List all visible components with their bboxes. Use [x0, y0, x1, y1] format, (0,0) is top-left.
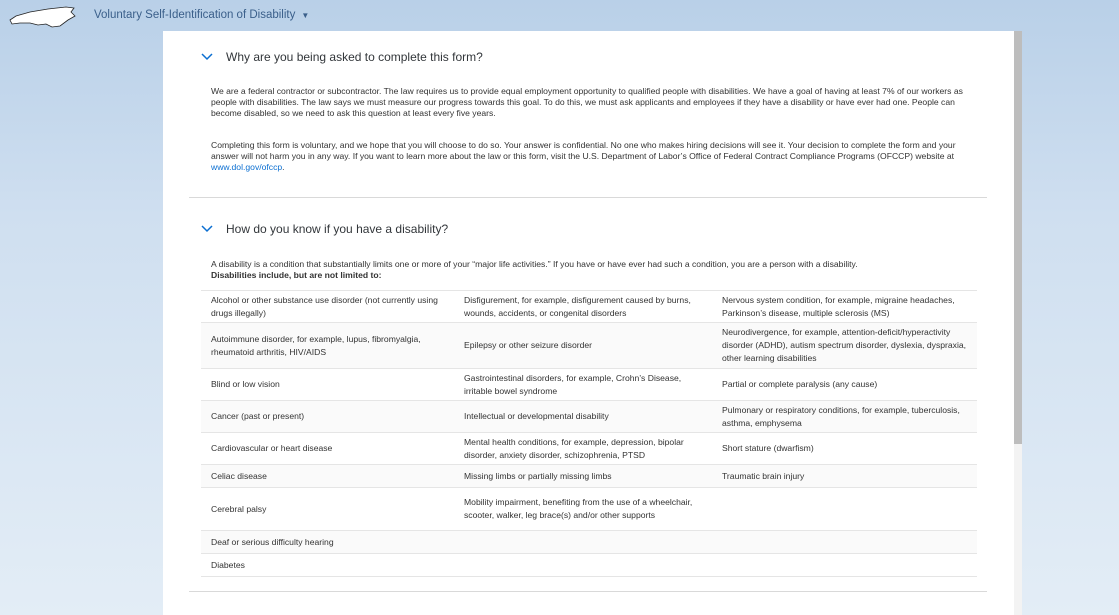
scrollbar[interactable]: [1014, 31, 1022, 615]
section-how-title: How do you know if you have a disability?: [226, 222, 449, 236]
table-row: [201, 488, 977, 531]
table-cell: [712, 506, 977, 512]
table-cell: Short stature (dwarfism): [722, 443, 814, 454]
section-why-paragraph-2: [211, 140, 966, 172]
table-cell: Missing limbs or partially missing limbs: [464, 470, 612, 481]
north-carolina-outline-logo[interactable]: [8, 4, 78, 30]
table-row: [201, 401, 977, 433]
table-cell: Traumatic brain injury: [722, 470, 805, 481]
paragraph-2-text: Completing this form is voluntary, and we hope that you will choose to do so. Your answer is confidential. No one who makes hiring decisions will see it. Your decision to complete the form and your answer will not harm you in any way. If you want to learn more about the law or this form, visit the U.S. Department of Labor’s Office of Federal Contract Compliance Programs (OFCCP) website at: [211, 140, 956, 161]
table-row: [201, 369, 977, 401]
section-how-header[interactable]: [201, 222, 448, 236]
disabilities-table: [201, 290, 977, 577]
section-divider: [189, 591, 987, 592]
section-why-title: Why are you being asked to complete this form?: [226, 50, 483, 64]
table-cell: Intellectual or developmental disability: [464, 411, 609, 422]
table-row: [201, 531, 977, 554]
table-cell: Cancer (past or present): [211, 411, 305, 422]
paragraph-2-end: .: [282, 161, 285, 172]
chevron-down-icon: [201, 52, 213, 62]
table-row: [201, 323, 977, 369]
top-bar: [0, 0, 1119, 33]
caret-down-icon: ▼: [301, 10, 310, 20]
ofccp-link[interactable]: www.dol.gov/ofccp: [211, 161, 283, 172]
table-cell: Alcohol or other substance use disorder (not currently using drugs illegally): [211, 294, 438, 318]
table-cell: Cerebral palsy: [211, 503, 267, 514]
table-row: [201, 291, 977, 323]
table-cell: Nervous system condition, for example, migraine headaches, Parkinson’s disease, multiple sclerosis (MS): [722, 294, 955, 318]
table-cell: [712, 562, 977, 568]
table-cell: Blind or low vision: [211, 379, 280, 390]
section-why-paragraph-1: We are a federal contractor or subcontractor. The law requires us to provide equal employment opportunity to qualified people with disabilities. We have a goal of having at least 7% of our workers as people with disabilities. The law says we must measure our progress towards this goal. To do this, we must ask applicants and employees if they have a disability or have ever had one. People can become disabled, so we need to ask this question at least every five years.: [211, 86, 963, 118]
table-cell: [454, 539, 712, 545]
table-cell: Deaf or serious difficulty hearing: [211, 536, 334, 547]
chevron-down-icon: [201, 224, 213, 234]
table-cell: [712, 539, 977, 545]
section-divider: [189, 197, 987, 198]
intro-bold-text: Disabilities include, but are not limited to:: [211, 269, 382, 280]
table-cell: Pulmonary or respiratory conditions, for example, tuberculosis, asthma, emphysema: [722, 404, 960, 428]
table-row: [201, 465, 977, 488]
table-cell: Autoimmune disorder, for example, lupus, fibromyalgia, rheumatoid arthritis, HIV/AIDS: [211, 333, 421, 357]
scrollbar-thumb[interactable]: [1014, 31, 1022, 444]
section-how-intro: [211, 259, 966, 281]
table-row: [201, 554, 977, 577]
table-row: [201, 433, 977, 465]
table-cell: Gastrointestinal disorders, for example, Crohn’s Disease, irritable bowel syndrome: [464, 372, 682, 396]
table-cell: Epilepsy or other seizure disorder: [464, 340, 593, 351]
table-cell: Cardiovascular or heart disease: [211, 443, 333, 454]
intro-text: A disability is a condition that substantially limits one or more of your “major life activities.” If you have or have ever had such a condition, you are a person with a disability.: [211, 259, 858, 269]
table-cell: Celiac disease: [211, 470, 267, 481]
table-cell: Disfigurement, for example, disfigurement caused by burns, wounds, accidents, or congenital disorders: [464, 294, 691, 318]
section-why-header[interactable]: [201, 50, 483, 64]
table-cell: Mental health conditions, for example, depression, bipolar disorder, anxiety disorder, schizophrenia, PTSD: [464, 436, 684, 460]
app-title: Voluntary Self-Identification of Disability: [94, 9, 296, 21]
app-title-dropdown[interactable]: [94, 9, 309, 21]
table-cell: Neurodivergence, for example, attention-deficit/hyperactivity disorder (ADHD), autism spectrum disorder, dyslexia, dyspraxia, other learning disabilities: [722, 327, 967, 363]
form-panel: [163, 31, 1016, 615]
table-cell: [454, 562, 712, 568]
table-cell: Partial or complete paralysis (any cause): [722, 379, 878, 390]
table-cell: Diabetes: [211, 559, 245, 570]
table-cell: Mobility impairment, benefiting from the use of a wheelchair, scooter, walker, leg brace(s) and/or other supports: [464, 497, 693, 520]
